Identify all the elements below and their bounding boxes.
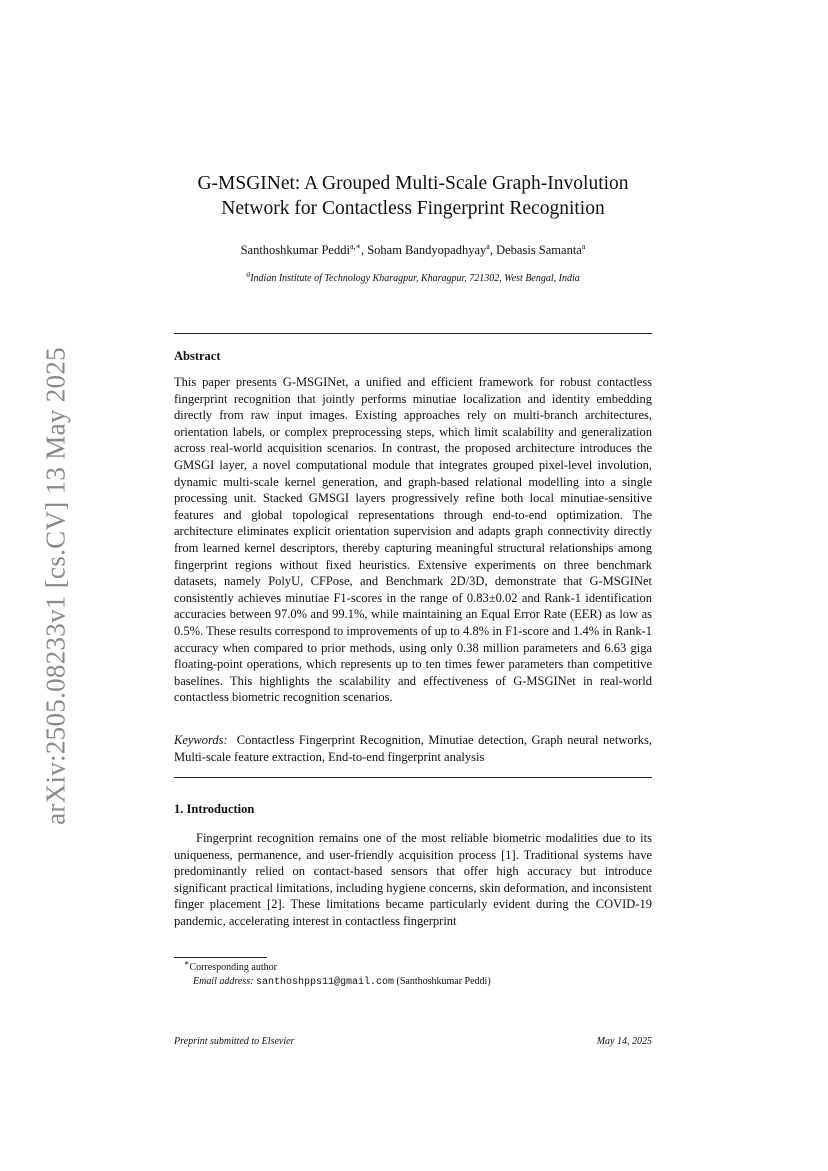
footnote-email xyxy=(193,975,491,990)
arxiv-identifier: arXiv:2505.08233v1 [cs.CV] 13 May 2025 xyxy=(40,347,71,825)
affiliation-text: Indian Institute of Technology Kharagpur, Kharagpur, 721302, West Bengal, India xyxy=(250,273,580,284)
introduction-heading: 1. Introduction xyxy=(174,802,255,816)
footer-date: May 14, 2025 xyxy=(596,1036,652,1047)
email-label: Email address: xyxy=(193,976,254,987)
author-2-affil-mark: a xyxy=(486,241,490,251)
title-line-1: G-MSGINet: A Grouped Multi-Scale Graph-Involution xyxy=(197,173,629,194)
email-owner: (Santhoshkumar Peddi) xyxy=(396,976,491,987)
keywords-text: Contactless Fingerprint Recognition, Minutiae detection, Graph neural networks, Multi-scale feature extraction, End-to-end fingerprint analysis xyxy=(174,733,652,764)
author-list: Santhoshkumar Peddi$^{a,∗}$, Soham Bandyopadhyay$^a$, Debasis Samanta$^a$ xyxy=(240,241,586,257)
keywords xyxy=(174,732,652,765)
footnote-corresponding xyxy=(184,958,277,975)
keywords-label: Keywords: xyxy=(174,733,228,747)
abstract-text: This paper presents G-MSGINet, a unified and efficient framework for robust contactless fingerprint recognition that jointly performs minutiae localization and identity embedding directly from raw input images. Existing approaches rely on multi-branch architectures, orientation labels, or complex preprocessing steps, which limit scalability and generalization across real-world acquisition scenarios. In contrast, the proposed architecture introduces the GMSGI layer, a novel computational module that integrates grouped pixel-level involution, dynamic multi-scale kernel generation, and graph-based relational modelling into a single processing unit. Stacked GMSGI layers progressively refine both local minutiae-sensitive features and global topological representations through end-to-end optimization. The architecture eliminates explicit orientation supervision and adapts graph connectivity directly from learned kernel descriptors, thereby capturing meaningful structural relationships among fingerprint regions without fixed heuristics. Extensive experiments on three benchmark datasets, namely PolyU, CFPose, and Benchmark 2D/3D, demonstrate that G-MSGINet consistently achieves minutiae F1-scores in the range of 0.83±0.02 and Rank-1 identification accuracies between 97.0% and 99.1%, while maintaining an Equal Error Rate (EER) as low as 0.5%. These results correspond to improvements of up to 4.8% in F1-score and 1.4% in Rank-1 accuracy when compared to prior methods, using only 0.38 million parameters and 6.63 giga floating-point operations, which represents up to ten times fewer parameters than competitive baselines. This highlights the scalability and effectiveness of G-MSGINet in real-world contactless biometric recognition scenarios. xyxy=(174,375,652,705)
paper-title xyxy=(174,171,652,221)
affiliation-mark: a xyxy=(246,269,251,279)
author-2-name: Soham Bandyopadhyay xyxy=(367,243,487,257)
title-line-2: Network for Contactless Fingerprint Recognition xyxy=(221,198,605,219)
author-3-affil-mark: a xyxy=(581,241,586,251)
author-1-affil-mark: a,∗ xyxy=(349,241,361,251)
affiliation xyxy=(174,269,652,286)
footnote-corresponding-text: Corresponding author xyxy=(189,962,277,973)
abstract-top-rule xyxy=(174,333,652,334)
author-3-name: Debasis Samanta xyxy=(496,243,582,257)
introduction-text: Fingerprint recognition remains one of the most reliable biometric modalities due to its uniqueness, permanence, and user-friendly acquisition process [1]. Traditional systems have predominantly relied on contact-based sensors that offer high accuracy but introduce significant practical limitations, including hygiene concerns, skin deformation, and inconsistent finger placement [2]. These limitations became particularly evident during the COVID-19 pandemic, accelerating interest in contactless fingerprint xyxy=(174,831,652,928)
footnote-mark: ∗ xyxy=(184,958,190,968)
email-address[interactable]: santhoshpps11@gmail.com xyxy=(255,977,394,988)
abstract-heading: Abstract xyxy=(174,349,221,363)
abstract-bottom-rule xyxy=(174,777,652,778)
author-1-name: Santhoshkumar Peddi xyxy=(240,243,350,257)
footer-journal: Preprint submitted to Elsevier xyxy=(174,1036,295,1047)
